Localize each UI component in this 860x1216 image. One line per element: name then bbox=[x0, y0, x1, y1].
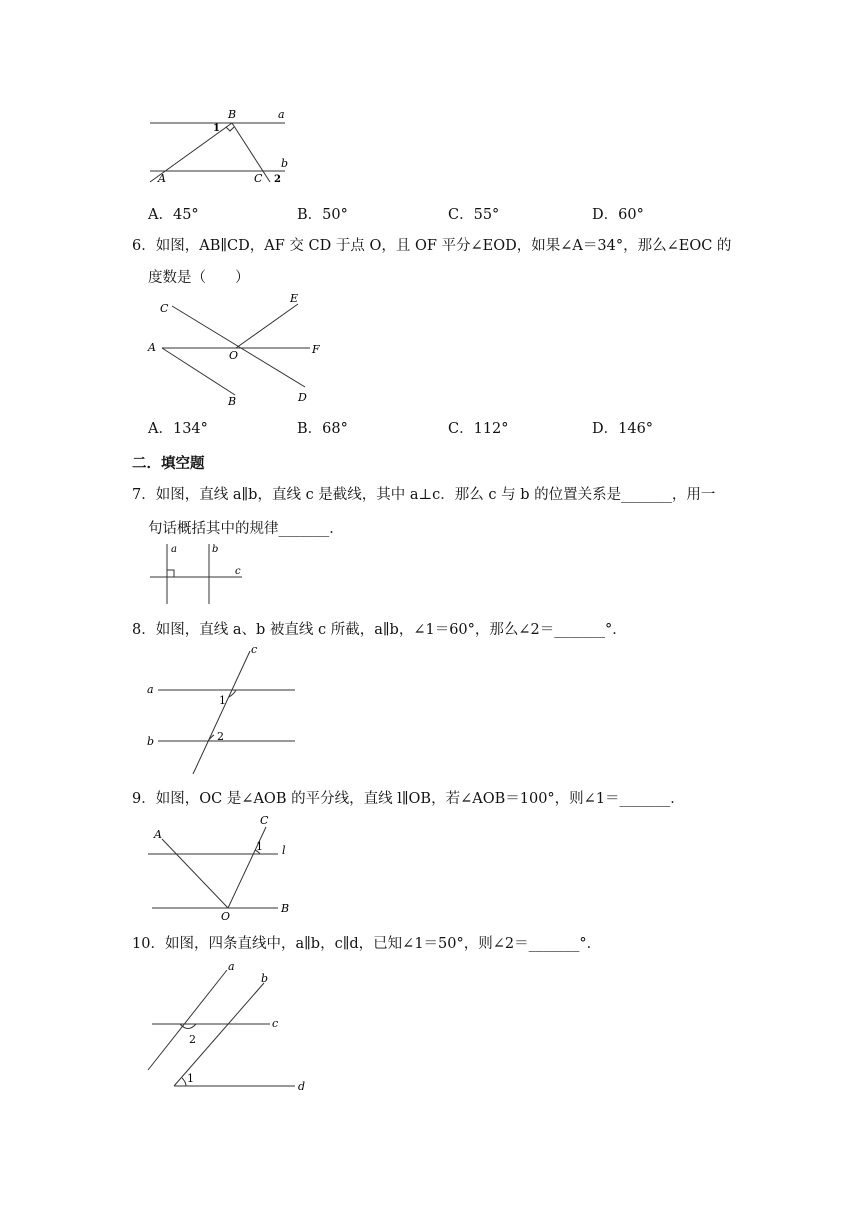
q8-label-1: 1 bbox=[219, 694, 226, 707]
q7-text-line1: 7．如图，直线 a∥b，直线 c 是截线，其中 a⊥c．那么 c 与 b 的位置关系是_______，用一 bbox=[132, 487, 716, 503]
q10-text-line1: 10．如图，四条直线中，a∥b，c∥d，已知∠1＝50°，则∠2＝_______°． bbox=[132, 936, 602, 952]
q5-label-A: A bbox=[158, 172, 166, 185]
q6-label-A: A bbox=[148, 341, 156, 354]
q9-label-l: l bbox=[282, 844, 286, 857]
q5-label-1: 1 bbox=[213, 123, 220, 134]
q5-label-a: a bbox=[278, 108, 285, 121]
q7-label-b: b bbox=[212, 544, 219, 555]
q8-label-2: 2 bbox=[217, 730, 224, 743]
q9-label-C: C bbox=[260, 814, 269, 827]
q9-text-line1: 9．如图，OC 是∠AOB 的平分线，直线 l∥OB，若∠AOB＝100°，则∠1＝_______． bbox=[132, 791, 685, 807]
q9-label-A: A bbox=[154, 828, 162, 841]
q6-label-D: D bbox=[298, 391, 307, 404]
q10-label-2: 2 bbox=[189, 1033, 196, 1046]
q6-text-line1: 6．如图，AB∥CD，AF 交 CD 于点 O，且 OF 平分∠EOD，如果∠A＝34°，那么∠EOC 的 bbox=[132, 238, 732, 254]
q9-label-1: 1 bbox=[256, 840, 263, 853]
q7-label-c: c bbox=[235, 566, 241, 577]
q7-text-line2: 句话概括其中的规律_______． bbox=[148, 521, 344, 537]
q9-label-O: O bbox=[221, 910, 231, 923]
q6-figure bbox=[140, 290, 330, 410]
q8-label-b: b bbox=[147, 735, 155, 748]
q6-option-d: D．146° bbox=[592, 421, 654, 437]
q8-label-c: c bbox=[251, 643, 258, 656]
q5-option-b: B．50° bbox=[297, 207, 348, 223]
q6-label-E: E bbox=[290, 292, 299, 305]
q9-label-B: B bbox=[281, 902, 290, 915]
q6-label-O: O bbox=[229, 349, 239, 362]
section-title: 二．填空题 bbox=[132, 456, 205, 472]
q10-label-b: b bbox=[261, 972, 269, 985]
q10-label-1: 1 bbox=[187, 1072, 194, 1085]
q5-option-a: A．45° bbox=[148, 207, 199, 223]
q5-figure bbox=[140, 100, 300, 190]
q5-option-d: D．60° bbox=[592, 207, 644, 223]
q10-label-a: a bbox=[228, 960, 235, 973]
q5-label-C: C bbox=[254, 172, 263, 185]
q8-text-line1: 8．如图，直线 a、b 被直线 c 所截，a∥b，∠1＝60°，那么∠2＝_______°． bbox=[132, 622, 627, 638]
q6-text-line2: 度数是（ ） bbox=[148, 270, 250, 286]
q7-label-a: a bbox=[171, 544, 177, 555]
q6-label-F: F bbox=[312, 343, 320, 356]
q8-figure bbox=[140, 643, 305, 778]
q6-option-c: C．112° bbox=[448, 421, 509, 437]
q5-label-b: b bbox=[281, 157, 289, 170]
q10-figure bbox=[140, 958, 315, 1098]
q6-label-C: C bbox=[160, 302, 169, 315]
q5-option-c: C．55° bbox=[448, 207, 500, 223]
q5-label-2: 2 bbox=[274, 174, 281, 185]
q8-label-a: a bbox=[147, 683, 154, 696]
q6-option-b: B．68° bbox=[297, 421, 348, 437]
q10-label-d: d bbox=[298, 1080, 306, 1093]
q5-label-B: B bbox=[228, 108, 237, 121]
q9-figure bbox=[140, 812, 300, 924]
q6-option-a: A．134° bbox=[148, 421, 208, 437]
q7-figure bbox=[140, 540, 250, 610]
q6-label-B: B bbox=[228, 395, 237, 408]
q10-label-c: c bbox=[272, 1017, 279, 1030]
